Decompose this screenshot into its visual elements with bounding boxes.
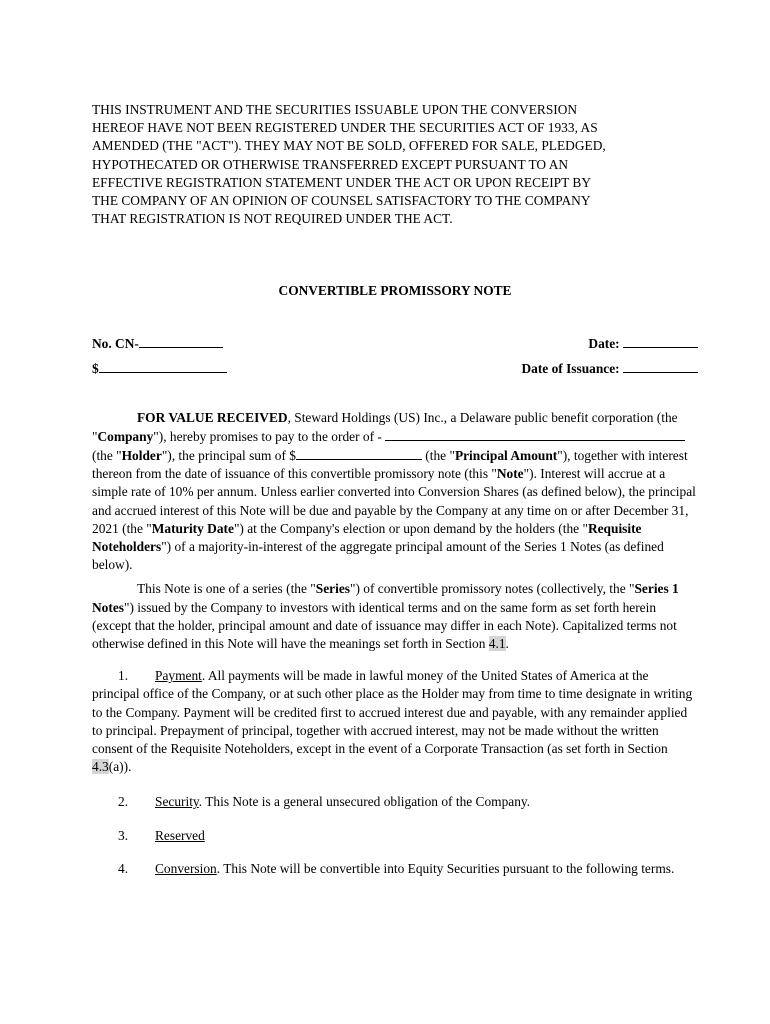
legend-line: HYPOTHECATED OR OTHERWISE TRANSFERRED EXCEPT PURSUANT TO AN bbox=[92, 156, 569, 172]
legend-line: THIS INSTRUMENT AND THE SECURITIES ISSUABLE UPON THE CONVERSION bbox=[92, 102, 578, 117]
document-title: CONVERTIBLE PROMISSORY NOTE bbox=[278, 283, 512, 299]
legend-line: THE COMPANY OF AN OPINION OF COUNSEL SATISFACTORY TO THE COMPANY bbox=[92, 193, 591, 209]
section-reserved: 3. Reserved bbox=[118, 827, 205, 843]
legend-line: AMENDED (THE "ACT"). THEY MAY NOT BE SOLD, OFFERED FOR SALE, PLEDGED, bbox=[92, 138, 606, 154]
section-reference[interactable]: 4.1 bbox=[488, 636, 506, 652]
section-heading: Security bbox=[155, 794, 199, 810]
issuance-date: Date of Issuance: bbox=[521, 359, 698, 378]
section-heading: Payment bbox=[155, 668, 202, 684]
note-number: No. CN- bbox=[92, 334, 223, 353]
legend-line: EFFECTIVE REGISTRATION STATEMENT UNDER THE ACT OR UPON RECEIPT BY bbox=[92, 174, 591, 190]
note-amount: $ bbox=[92, 359, 227, 378]
section-conversion: 4. Conversion. This Note will be convertible into Equity Securities pursuant to the following terms. bbox=[118, 860, 675, 876]
note-metadata bbox=[92, 334, 698, 384]
series-paragraph: This Note is one of a series (the "Series") of convertible promissory notes (collectively, the "Series 1 Notes") issued by the Company to investors with identical terms and on the same form as set forth herein (except that the holder, principal amount and date of issuance may differ in each Note). Capitalized terms not otherwise defined in this Note will have the meanings set forth in Section 4.1. bbox=[92, 581, 679, 652]
section-security: 2. Security. This Note is a general unsecured obligation of the Company. bbox=[118, 794, 531, 810]
document-page bbox=[92, 101, 698, 878]
value-received-paragraph: FOR VALUE RECEIVED, Steward Holdings (US) Inc., a Delaware public benefit corporation (the "Company"), hereby promises to pay to the order of - (the "Holder"), the principal sum of $ (the "Principal Amount"), together with interest thereon from the date of issuance of this convertible promissory note (this "Note"). Interest will accrue at a simple rate of 10% per annum. Unless earlier converted into Conversion Shares (as defined below), the principal and accrued interest of this Note will be due and payable by the Company at any time on or after December 31, 2021 (the "Maturity Date") at the Company's election or upon demand by the holders (the "Requisite Noteholders") of a majority-in-interest of the aggregate principal amount of the Series 1 Notes (as defined below). bbox=[92, 409, 696, 573]
section-payment: 1. Payment. All payments will be made in lawful money of the United States of America at the principal office of the Company, or at such other place as the Holder may from time to time designate in writing to the Company. Payment will be credited first to accrued interest due and payable, with any remainder applied to principal. Prepayment of principal, together with accrued interest, may not be made without the written consent of the Requisite Noteholders, except in the event of a Corporate Transaction (as set forth in Section 4.3(a)). bbox=[92, 668, 693, 775]
section-reference[interactable]: 4.3 bbox=[92, 759, 109, 775]
section-heading: Conversion bbox=[155, 860, 217, 876]
legend-line: THAT REGISTRATION IS NOT REQUIRED UNDER THE ACT. bbox=[92, 211, 453, 227]
securities-legend bbox=[92, 101, 698, 228]
legend-line: HEREOF HAVE NOT BEEN REGISTERED UNDER THE SECURITIES ACT OF 1933, AS bbox=[92, 120, 598, 136]
note-date: Date: bbox=[588, 334, 698, 353]
section-heading: Reserved bbox=[155, 827, 205, 843]
